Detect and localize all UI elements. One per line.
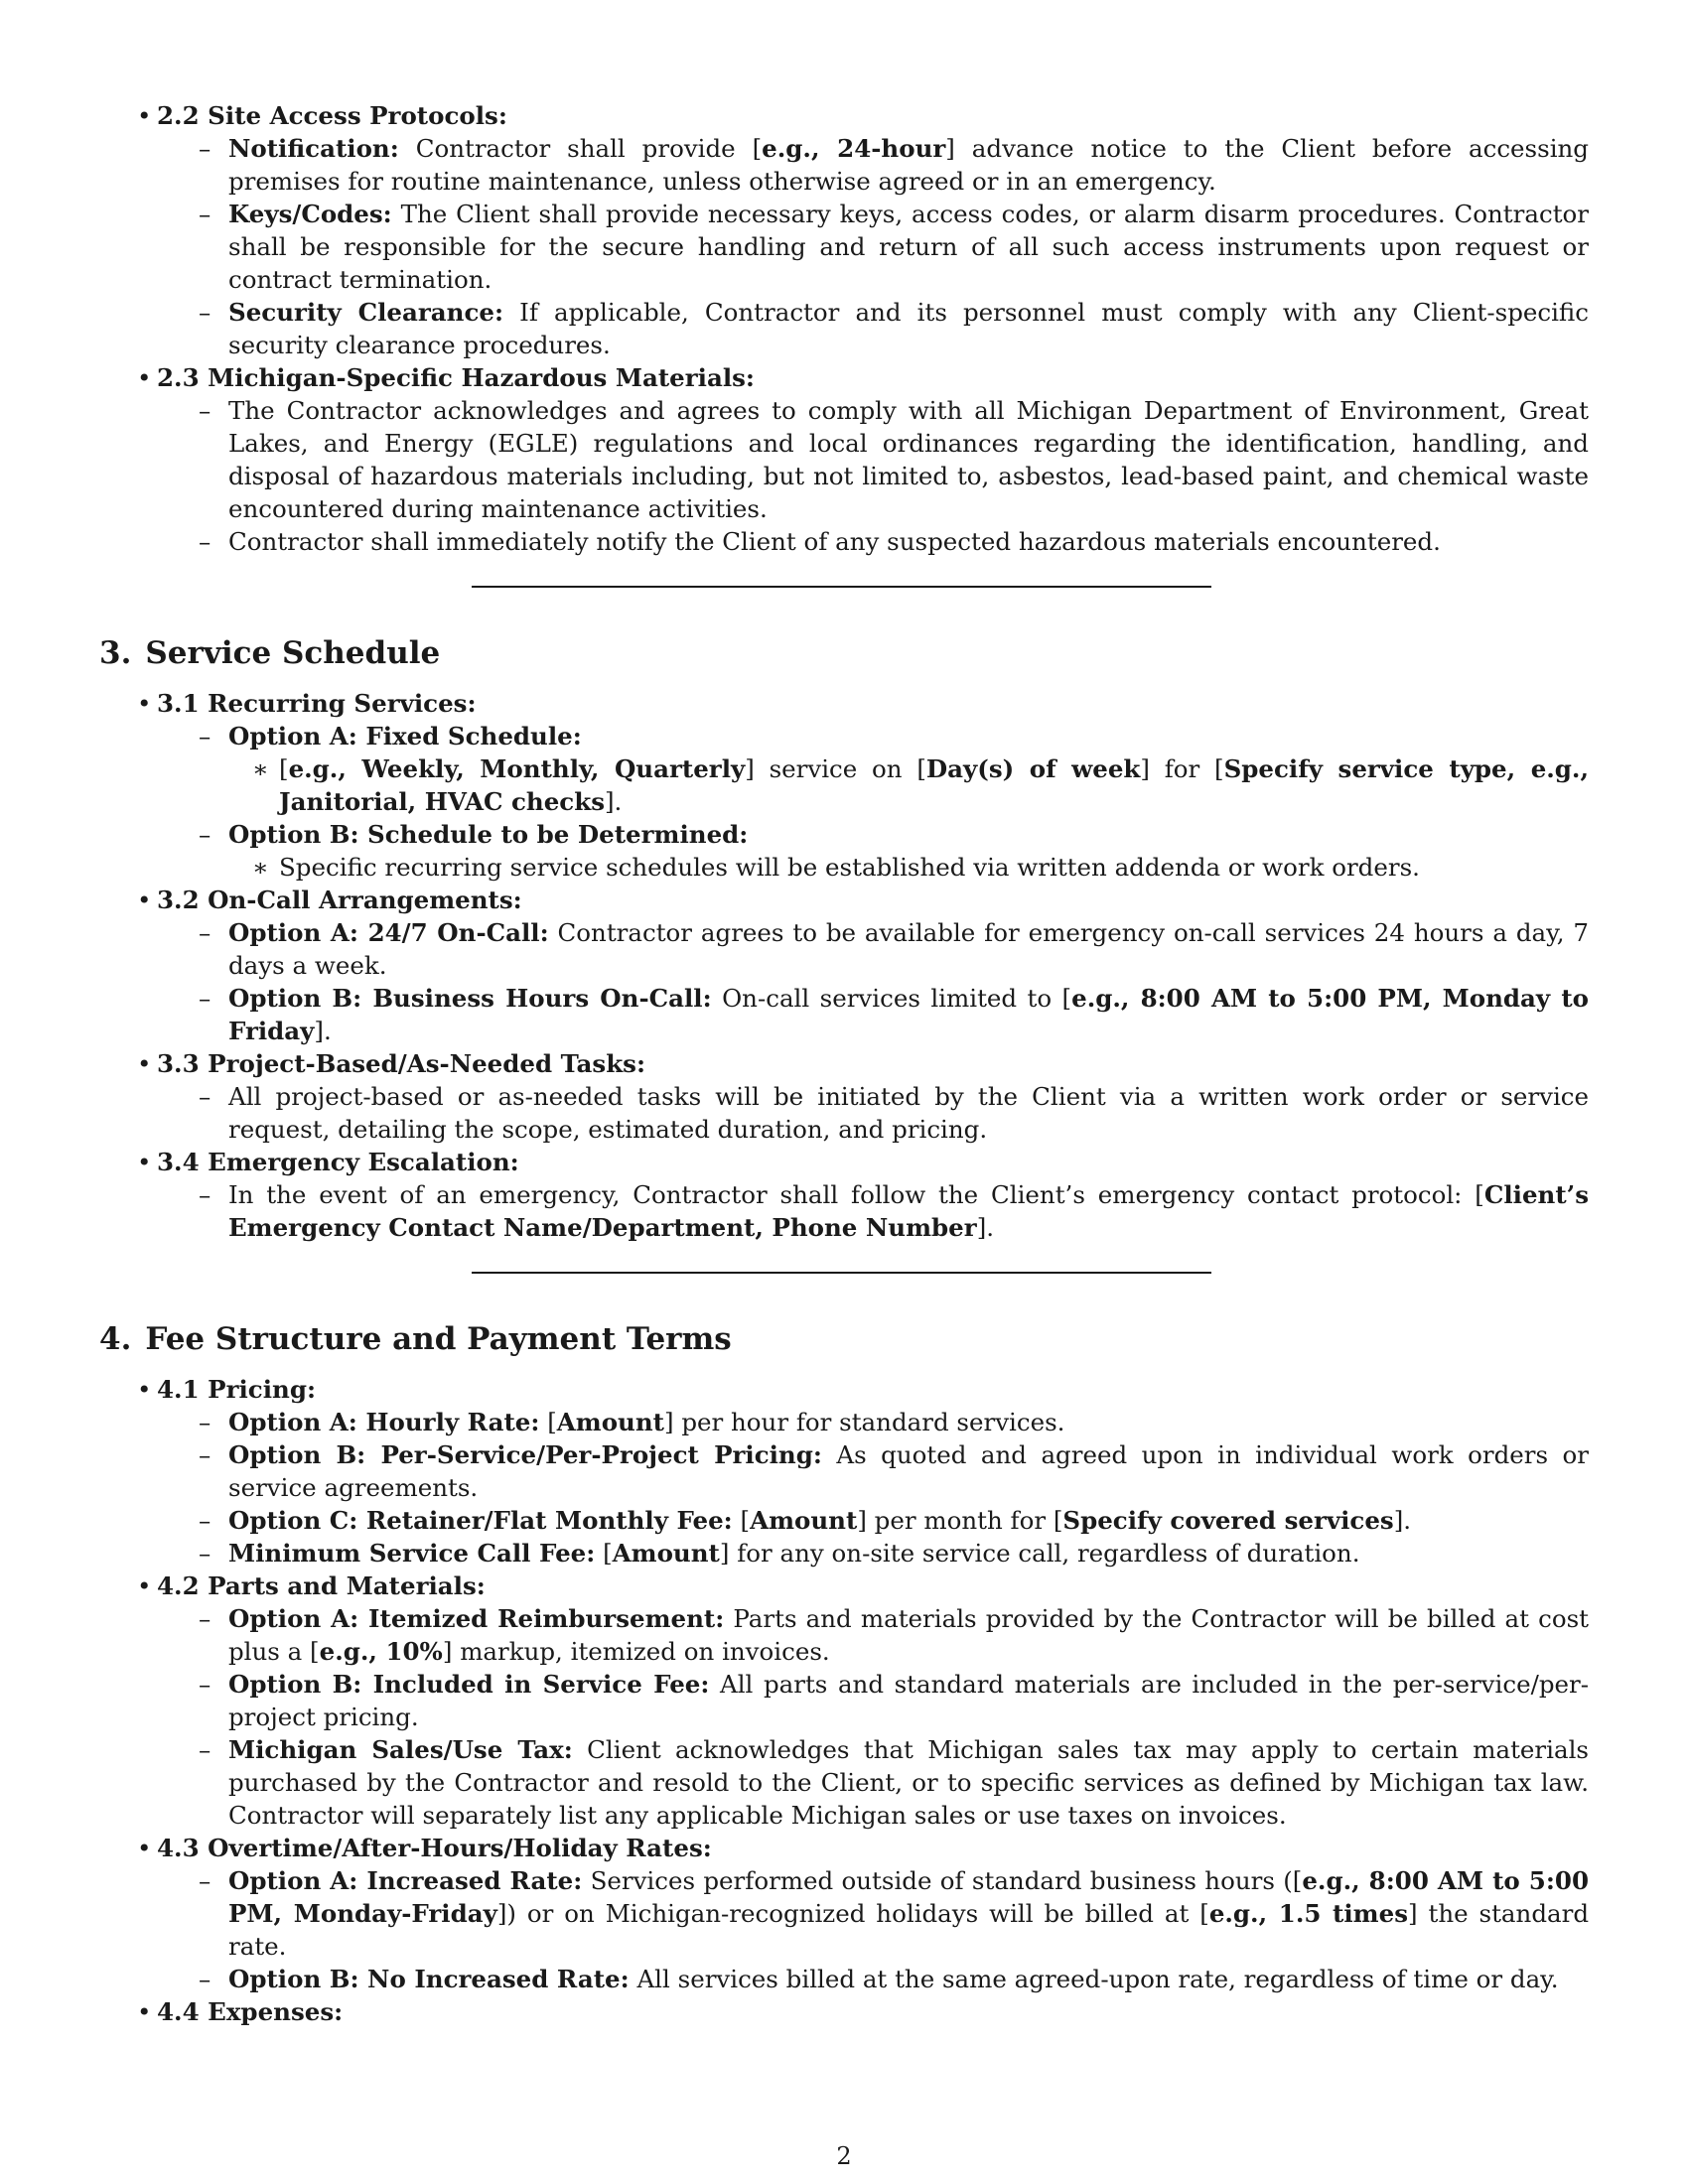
list-item-option-c [99, 1504, 1589, 1537]
item-text: Parts and materials provided by the Contractor will be billed at cost plus a [ [228, 1604, 1589, 1666]
list-item-option-b [99, 1963, 1589, 1995]
list-item-option-a [99, 1602, 1589, 1668]
subsection-4-3 [99, 1832, 1589, 1864]
section-number: 4. [99, 1321, 132, 1357]
item-text: [ [732, 1506, 751, 1535]
subsection-title: 4.4 Expenses: [157, 1997, 344, 2026]
page-number: 2 [836, 2142, 852, 2170]
item-text: ] advance notice to the Client before accessing premises for routine maintenance, unless otherwise agreed or in an emergency. [228, 134, 1589, 196]
dash-marker: – [199, 200, 211, 228]
dash-marker: – [199, 1604, 211, 1633]
item-label: Option A: Increased Rate: [228, 1866, 583, 1895]
placeholder-text: Amount [750, 1506, 858, 1535]
list-item [99, 851, 1589, 884]
item-text: ] per month for [ [857, 1506, 1063, 1535]
list-item [99, 1080, 1589, 1146]
section-divider [472, 586, 1211, 588]
subsection-title: 4.2 Parts and Materials: [157, 1571, 486, 1600]
item-text: On-call services limited to [ [711, 984, 1072, 1013]
dash-marker: – [199, 918, 211, 947]
subsection-2-2 [99, 99, 1589, 132]
item-text: ]. [605, 787, 623, 816]
bullet: • [137, 1148, 152, 1176]
item-text: Specific recurring service schedules will be established via written addenda or work orders. [279, 853, 1420, 882]
item-text: ] markup, itemized on invoices. [442, 1637, 830, 1666]
item-text: Contractor shall provide [ [398, 134, 763, 163]
placeholder-text: e.g., Weekly, Monthly, Quarterly [288, 754, 746, 783]
item-text: ]. [1393, 1506, 1412, 1535]
item-text: All parts and standard materials are included in the per-service/per-project pricing. [228, 1670, 1589, 1731]
subsection-title: 3.1 Recurring Services: [157, 689, 477, 718]
bullet: • [137, 363, 152, 392]
placeholder-text: e.g., 24-hour [762, 134, 946, 163]
item-text: ] the standard rate. [228, 1899, 1590, 1961]
item-text: ]. [976, 1213, 995, 1242]
item-text: As quoted and agreed upon in individual work orders or service agreements. [228, 1440, 1590, 1502]
item-text: In the event of an emergency, Contractor shall follow the Client’s emergency contact protocol: [ [228, 1180, 1484, 1209]
list-item-minimum-fee [99, 1537, 1589, 1570]
item-text: ] for any on-site service call, regardless of duration. [719, 1539, 1360, 1568]
section-title: Service Schedule [145, 635, 441, 671]
item-text: ]. [314, 1017, 332, 1045]
list-item-option-a [99, 1864, 1589, 1963]
item-label: Option B: Business Hours On-Call: [228, 984, 712, 1013]
dash-marker: – [199, 396, 211, 425]
dash-marker: – [199, 1965, 211, 1993]
placeholder-text: e.g., 8:00 AM to 5:00 PM, Monday-Friday [228, 1866, 1589, 1928]
item-text: Client acknowledges that Michigan sales tax may apply to certain materials purchased by the Contractor and resold to the Client, or to specific services as defined by Michigan tax law. Contractor will separately list any applicable Michigan sales or use taxes on invoices. [228, 1735, 1589, 1830]
dash-marker: – [199, 984, 211, 1013]
item-text: [ [279, 754, 289, 783]
item-text: ] for [ [1140, 754, 1224, 783]
list-item-option-b [99, 1668, 1589, 1733]
dash-marker: – [199, 1866, 211, 1895]
list-item-fixed-schedule [99, 752, 1589, 818]
placeholder-text: Specify covered services [1062, 1506, 1394, 1535]
subsection-3-4 [99, 1146, 1589, 1178]
subsection-title: 4.3 Overtime/After-Hours/Holiday Rates: [157, 1834, 712, 1862]
subsection-4-4 [99, 1995, 1589, 2028]
subsection-title: 3.3 Project-Based/As-Needed Tasks: [157, 1049, 646, 1078]
dash-marker: – [199, 298, 211, 327]
list-item-option-b [99, 1438, 1589, 1504]
dash-marker: – [199, 722, 211, 751]
list-item-option-b [99, 982, 1589, 1047]
list-item-security-clearance [99, 296, 1589, 361]
item-label: Keys/Codes: [228, 200, 392, 228]
subsection-title: 2.3 Michigan-Specific Hazardous Materials: [157, 363, 755, 392]
dash-marker: – [199, 1735, 211, 1764]
list-item [99, 1178, 1589, 1244]
subsection-title: 4.1 Pricing: [157, 1375, 317, 1404]
list-item-keys-codes [99, 198, 1589, 296]
list-item [99, 525, 1589, 558]
item-label: Option A: Fixed Schedule: [228, 722, 582, 751]
section-title: Fee Structure and Payment Terms [145, 1321, 732, 1357]
bullet: • [137, 1834, 152, 1862]
item-text: All services billed at the same agreed-upon rate, regardless of time or day. [629, 1965, 1559, 1993]
item-text: Services performed outside of standard business hours ([ [582, 1866, 1303, 1895]
item-label: Security Clearance: [228, 298, 504, 327]
item-label: Option B: No Increased Rate: [228, 1965, 630, 1993]
item-text: The Contractor acknowledges and agrees to comply with all Michigan Department of Environment, Great Lakes, and Energy (EGLE) regulations and local ordinances regarding the identification, handling, and disposal of hazardous materials including, but not limited to, asbestos, lead-based paint, and chemical waste encountered during maintenance activities. [228, 396, 1589, 523]
item-label: Option B: Schedule to be Determined: [228, 820, 749, 849]
list-item-option-a [99, 916, 1589, 982]
placeholder-text: Amount [612, 1539, 720, 1568]
item-text: ] per hour for standard services. [663, 1408, 1065, 1436]
placeholder-text: e.g., 1.5 times [1208, 1899, 1408, 1928]
subsection-2-3 [99, 361, 1589, 394]
bullet: • [137, 1375, 152, 1404]
dash-marker: – [199, 820, 211, 849]
item-text: The Client shall provide necessary keys, access codes, or alarm disarm procedures. Contractor shall be responsible for the secure handling and return of all such access instruments upon request or contract termination. [228, 200, 1589, 294]
dash-marker: – [199, 1082, 211, 1111]
placeholder-text: Amount [556, 1408, 664, 1436]
item-label: Option B: Included in Service Fee: [228, 1670, 710, 1699]
dash-marker: – [199, 134, 211, 163]
subsection-3-3 [99, 1047, 1589, 1080]
dash-marker: – [199, 1670, 211, 1699]
item-label: Option C: Retainer/Flat Monthly Fee: [228, 1506, 733, 1535]
bullet: • [137, 101, 152, 130]
item-label: Option A: Hourly Rate: [228, 1408, 540, 1436]
item-text: Contractor agrees to be available for emergency on-call services 24 hours a day, 7 days a week. [228, 918, 1589, 980]
bullet: • [137, 1997, 152, 2026]
subsection-3-1 [99, 687, 1589, 720]
section-heading-4 [99, 1319, 1589, 1359]
list-item [99, 394, 1589, 525]
subsection-4-1 [99, 1373, 1589, 1406]
asterisk-marker: ∗ [252, 853, 269, 882]
subsection-3-2 [99, 884, 1589, 916]
item-label: Option A: 24/7 On-Call: [228, 918, 549, 947]
list-item-notification [99, 132, 1589, 198]
section-number: 3. [99, 635, 132, 671]
list-item-sales-tax [99, 1733, 1589, 1832]
asterisk-marker: ∗ [252, 754, 269, 783]
item-text: [ [539, 1408, 557, 1436]
item-text: Contractor shall immediately notify the Client of any suspected hazardous materials encountered. [228, 527, 1441, 556]
list-item-option-b [99, 818, 1589, 851]
subsection-title: 2.2 Site Access Protocols: [157, 101, 507, 130]
placeholder-text: Client’s Emergency Contact Name/Department, Phone Number [228, 1180, 1589, 1242]
item-text: [ [595, 1539, 613, 1568]
placeholder-text: Specify service type, e.g., Janitorial, HVAC checks [279, 754, 1589, 816]
item-label: Option B: Per-Service/Per-Project Pricing: [228, 1440, 822, 1469]
placeholder-text: Day(s) of week [925, 754, 1141, 783]
item-label: Minimum Service Call Fee: [228, 1539, 596, 1568]
document-body [99, 99, 1589, 2028]
dash-marker: – [199, 1539, 211, 1568]
item-label: Notification: [228, 134, 399, 163]
item-text: ]) or on Michigan-recognized holidays will be billed at [ [496, 1899, 1209, 1928]
dash-marker: – [199, 1180, 211, 1209]
dash-marker: – [199, 1440, 211, 1469]
subsection-title: 3.2 On-Call Arrangements: [157, 886, 522, 914]
section-heading-3 [99, 633, 1589, 673]
item-text: All project-based or as-needed tasks will be initiated by the Client via a written work order or service request, detailing the scope, estimated duration, and pricing. [228, 1082, 1589, 1144]
list-item-option-a [99, 720, 1589, 752]
subsection-title: 3.4 Emergency Escalation: [157, 1148, 519, 1176]
bullet: • [137, 886, 152, 914]
item-label: Michigan Sales/Use Tax: [228, 1735, 573, 1764]
section-divider [472, 1272, 1211, 1274]
dash-marker: – [199, 527, 211, 556]
item-label: Option A: Itemized Reimbursement: [228, 1604, 725, 1633]
bullet: • [137, 1049, 152, 1078]
placeholder-text: e.g., 10% [319, 1637, 443, 1666]
item-text: If applicable, Contractor and its personnel must comply with any Client-specific security clearance procedures. [228, 298, 1589, 359]
dash-marker: – [199, 1506, 211, 1535]
dash-marker: – [199, 1408, 211, 1436]
item-text: ] service on [ [745, 754, 926, 783]
bullet: • [137, 689, 152, 718]
placeholder-text: e.g., 8:00 AM to 5:00 PM, Monday to Friday [228, 984, 1589, 1045]
subsection-4-2 [99, 1570, 1589, 1602]
list-item-option-a [99, 1406, 1589, 1438]
bullet: • [137, 1571, 152, 1600]
